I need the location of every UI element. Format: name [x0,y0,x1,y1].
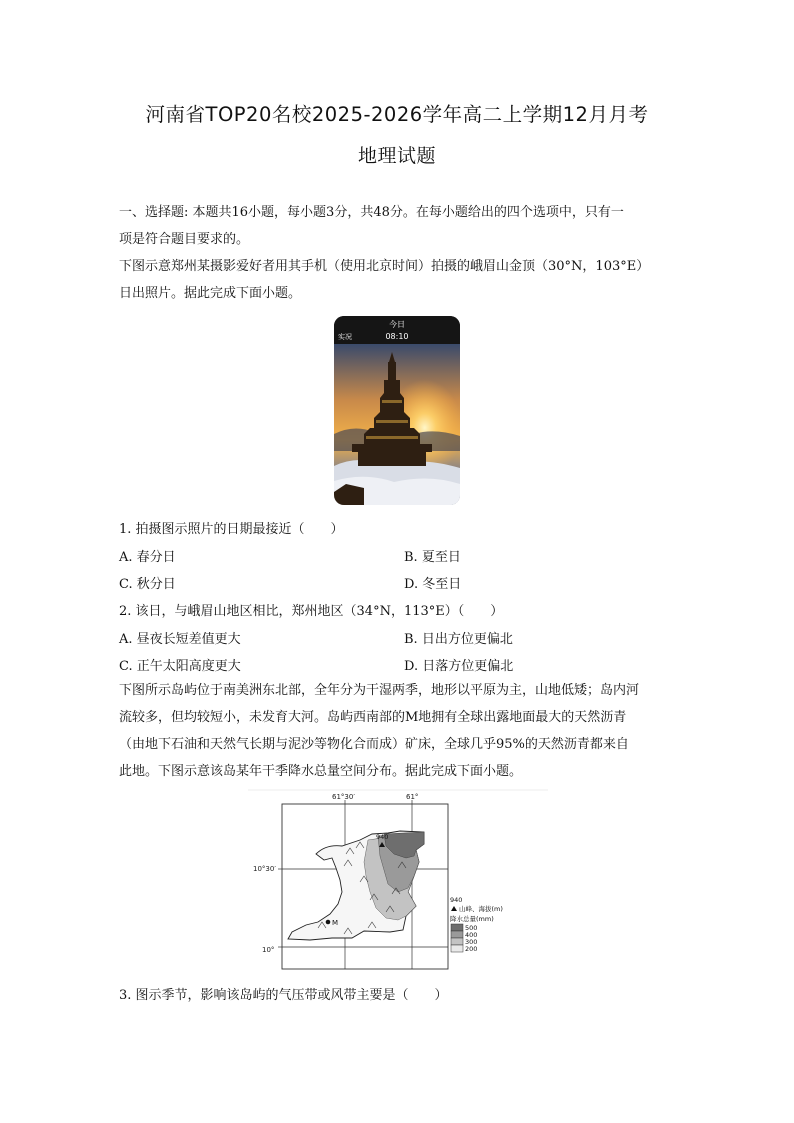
legend-peak-icon [451,906,457,911]
sunrise-photo [334,316,460,505]
question-2-stem: 2. 该日，与峨眉山地区相比，郑州地区（34°N，113°E）（ ） [119,604,504,619]
q2-option-d[interactable]: D. 日落方位更偏北 [404,659,514,674]
legend-peak-text: 山峰、海拔(m) [459,905,503,913]
legend-title: 降水总量(mm) [450,915,494,923]
point-m-marker [326,920,331,925]
material-2-line: 下图所示岛屿位于南美洲东北部，全年分为干湿两季，地形以平原为主，山地低矮；岛内河 [119,683,640,698]
section-intro-line: 项是符合题目要求的。 [119,232,250,247]
material-2 [119,677,685,785]
point-m-label: M [332,919,339,927]
q1-option-a[interactable]: A. 春分日 [119,550,176,565]
q1-option-c[interactable]: C. 秋分日 [119,577,176,592]
legend-swatch [451,938,463,945]
map-legend [450,896,503,953]
q1-option-d[interactable]: D. 冬至日 [404,577,462,592]
section-intro [119,199,685,307]
legend-value: 400 [465,931,478,939]
photo-header [334,316,460,344]
peak-elevation-label: 940 [376,833,389,841]
lon-label: 61°30′ [332,793,355,801]
section-intro-line: 一、选择题: 本题共16小题，每小题3分，共48分。在每小题给出的四个选项中，只有一 [119,205,624,220]
lat-label: 10°30′ [253,865,276,873]
q2-option-a[interactable]: A. 昼夜长短差值更大 [119,632,241,647]
legend-swatch [451,924,463,931]
page-title: 河南省TOP20名校2025-2026学年高二上学期12月月考 [145,103,649,126]
material-1-line: 日出照片。据此完成下面小题。 [119,286,302,301]
material-2-line: （由地下石油和天然气长期与泥沙等物化合而成）矿床，全球几乎95%的天然沥青都来自 [119,737,629,752]
legend-swatch [451,931,463,938]
golden-summit-illustration [334,316,460,505]
q1-option-b[interactable]: B. 夏至日 [404,550,461,565]
map-svg [248,788,548,973]
material-2-line: 此地。下图示意该岛某年干季降水总量空间分布。据此完成下面小题。 [119,764,523,779]
page-subtitle: 地理试题 [357,145,436,167]
photo-label-live: 实况 [338,333,352,341]
legend-value: 200 [465,945,478,953]
lat-label: 10° [262,946,275,954]
photo-label-today: 今日 [389,320,405,329]
island-precipitation-map [248,788,548,973]
legend-value: 500 [465,924,478,932]
legend-value: 300 [465,938,478,946]
question-1-stem: 1. 拍摄图示照片的日期最接近（ ） [119,522,344,537]
legend-swatch [451,945,463,952]
question-3-stem: 3. 图示季节，影响该岛屿的气压带或风带主要是（ ） [119,988,448,1003]
legend-peak-value: 940 [450,896,463,904]
q2-option-b[interactable]: B. 日出方位更偏北 [404,632,513,647]
lon-label: 61° [406,793,419,801]
material-1-line: 下图示意郑州某摄影爱好者用其手机（使用北京时间）拍摄的峨眉山金顶（30°N，103°E） [119,259,650,274]
photo-time: 08:10 [385,332,409,341]
material-2-line: 流较多，但均较短小，未发育大河。岛屿西南部的M地拥有全球出露地面最大的天然沥青 [119,710,627,725]
q2-option-c[interactable]: C. 正午太阳高度更大 [119,659,241,674]
